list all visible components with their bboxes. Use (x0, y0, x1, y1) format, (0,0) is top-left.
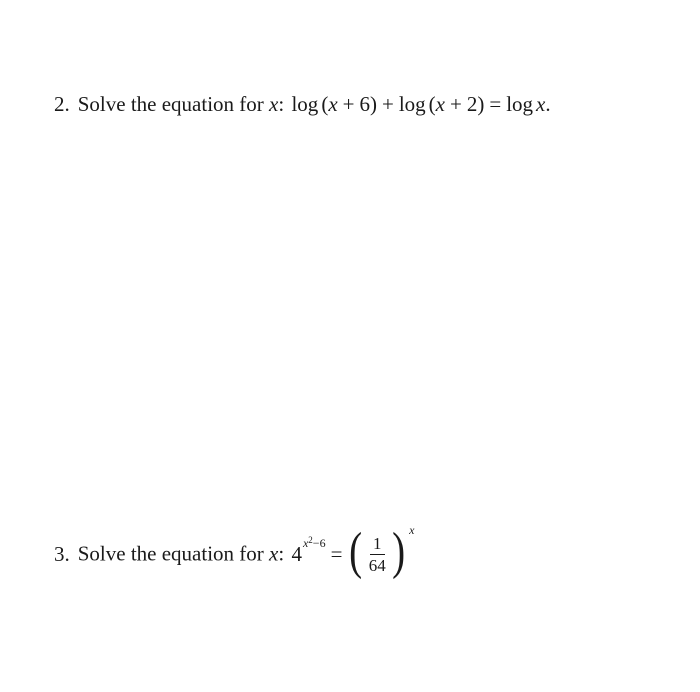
variable: x (269, 541, 279, 566)
period: . (545, 92, 551, 116)
equals-sign: = (489, 92, 502, 116)
problem-prompt: Solve the equation for (77, 92, 264, 116)
paren-close: ) (477, 92, 485, 116)
variable: x (536, 92, 546, 116)
problem-3 (54, 523, 415, 580)
paren-open: ( (428, 92, 436, 116)
problem-prompt: Solve the equation for (77, 541, 264, 566)
colon: : (278, 92, 285, 116)
paren-close: ) (369, 92, 377, 116)
exponent-variable: x (302, 536, 309, 550)
operator-plus: + (450, 92, 462, 116)
outer-exponent: x (409, 523, 415, 537)
log-function: log (506, 92, 534, 116)
fraction-denominator: 64 (368, 555, 386, 575)
equals-sign: = (330, 541, 343, 566)
variable: x (269, 92, 279, 116)
constant: 6 (359, 92, 370, 116)
problem-number: 2. (54, 92, 70, 116)
equation (291, 523, 415, 580)
exponent-power: 2 (308, 535, 313, 545)
variable: x (435, 92, 445, 116)
exponent-rest: −6 (312, 536, 326, 550)
left-paren: ( (349, 523, 363, 580)
constant: 2 (466, 92, 478, 116)
exponential-base: 4 (291, 541, 302, 566)
paren-open: ( (321, 92, 329, 116)
log-function: log (398, 92, 426, 116)
fraction (366, 535, 389, 574)
fraction-numerator: 1 (370, 535, 385, 555)
log-function: log (291, 92, 319, 116)
problem-2 (54, 94, 551, 115)
exponent (303, 537, 326, 549)
operator-plus: + (381, 92, 394, 116)
operator-plus: + (342, 92, 355, 116)
colon: : (278, 541, 285, 566)
right-paren: ) (391, 523, 405, 580)
problem-number: 3. (54, 541, 70, 566)
variable: x (328, 92, 338, 116)
equation (291, 94, 550, 115)
